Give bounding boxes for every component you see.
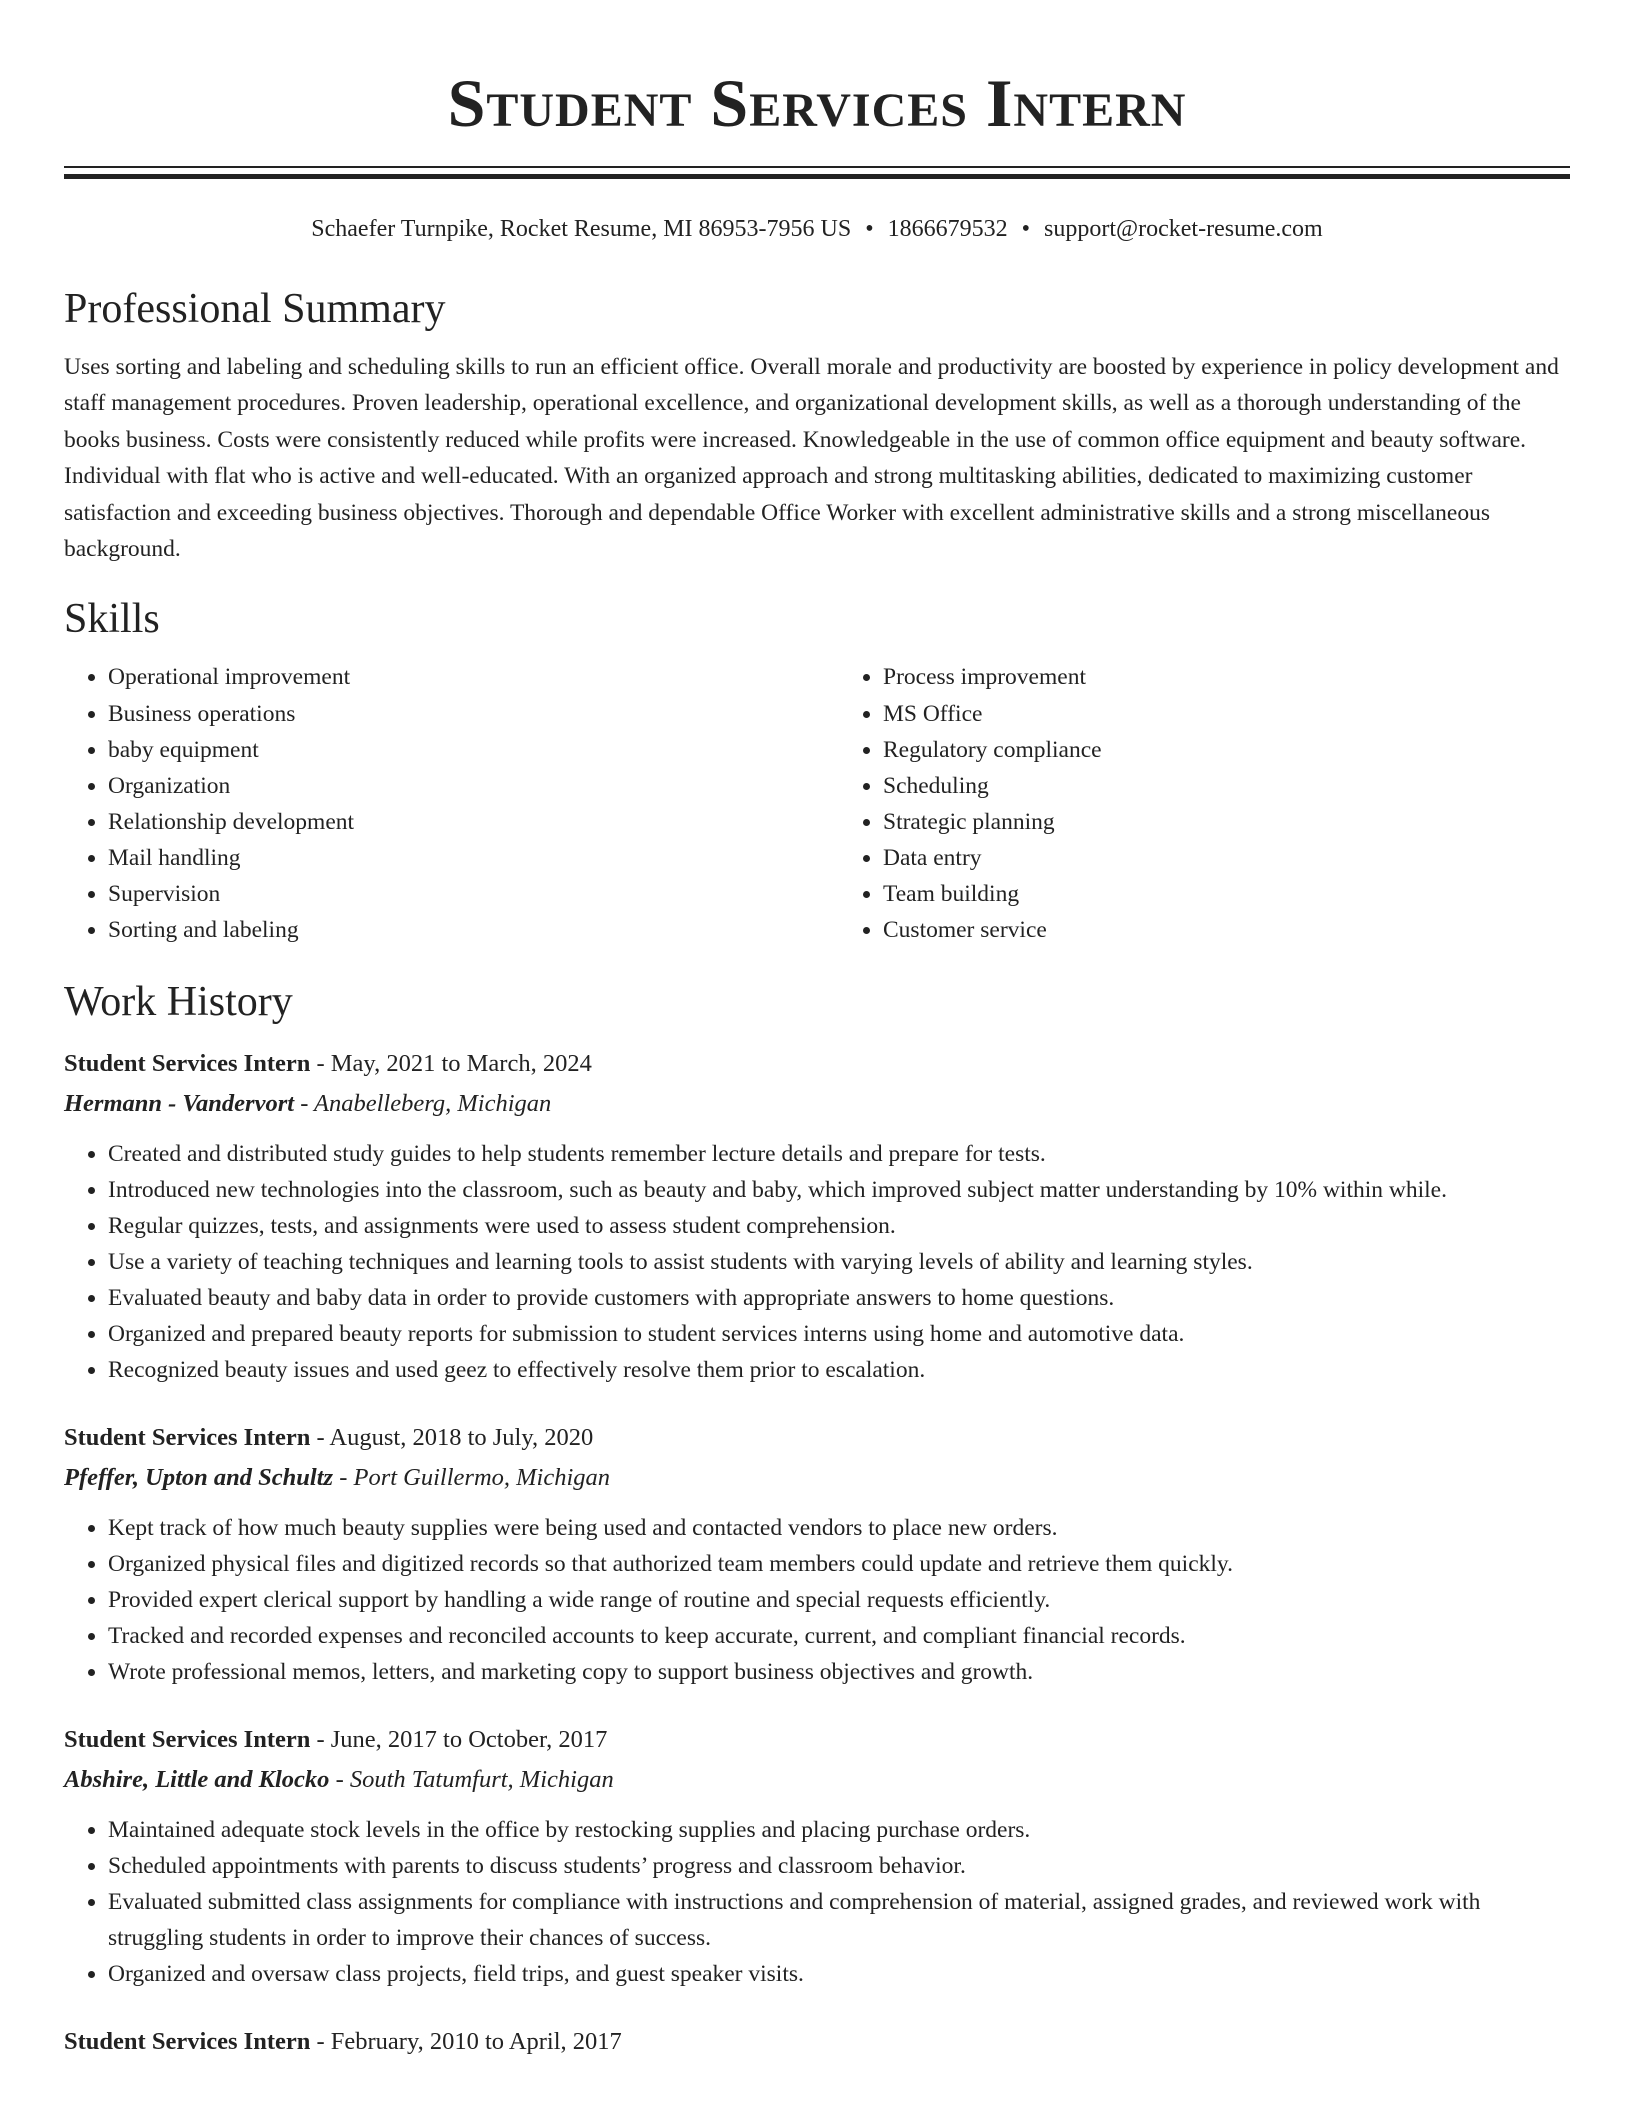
job-bullet: • Recognized beauty issues and used geez to effectively resolve them prior to escalation. bbox=[108, 1352, 1570, 1388]
job-dates: - May, 2021 to March, 2024 bbox=[310, 1050, 592, 1078]
job-location: - Port Guillermo, Michigan bbox=[333, 1464, 611, 1492]
skills-heading: Skills bbox=[64, 596, 160, 643]
skill-item: • Business operations bbox=[108, 696, 795, 732]
job-title-line bbox=[64, 1418, 1570, 1458]
job-bullet: • Kept track of how much beauty supplies were being used and contacted vendors to place new orders. bbox=[108, 1510, 1570, 1546]
contact-address: Schaefer Turnpike, Rocket Resume, MI 86953-7956 US bbox=[311, 216, 852, 242]
skill-item: • Strategic planning bbox=[883, 804, 1570, 840]
header-divider-top bbox=[64, 166, 1570, 168]
skill-item: • baby equipment bbox=[108, 732, 795, 768]
job-bullet: • Organized and prepared beauty reports for submission to student services interns using home and automotive data. bbox=[108, 1316, 1570, 1352]
job-title-line bbox=[64, 1044, 1570, 1084]
job-role: Student Services Intern bbox=[64, 1726, 311, 1754]
job-bullet: • Evaluated beauty and baby data in order to provide customers with appropriate answers to home questions. bbox=[108, 1280, 1570, 1316]
job-role: Student Services Intern bbox=[64, 1424, 311, 1452]
job-bullet: • Provided expert clerical support by handling a wide range of routine and special requests efficiently. bbox=[108, 1582, 1570, 1618]
job-bullets bbox=[64, 1812, 1570, 1992]
skill-item: • Process improvement bbox=[883, 659, 1570, 695]
job-role: Student Services Intern bbox=[64, 1050, 311, 1078]
contact-separator: • bbox=[865, 216, 874, 242]
job-entry bbox=[64, 1418, 1570, 1690]
skill-item: • Operational improvement bbox=[108, 659, 795, 695]
skill-item: • MS Office bbox=[883, 696, 1570, 732]
skill-item: • Mail handling bbox=[108, 840, 795, 876]
job-entry bbox=[64, 2022, 1570, 2062]
skills-list bbox=[64, 659, 1570, 948]
job-bullets bbox=[64, 1510, 1570, 1690]
skills-column-left bbox=[64, 659, 795, 948]
job-bullet: • Organized and oversaw class projects, field trips, and guest speaker visits. bbox=[108, 1956, 1570, 1992]
job-dates: - June, 2017 to October, 2017 bbox=[310, 1726, 608, 1754]
contact-separator: • bbox=[1021, 216, 1031, 242]
job-bullet: • Created and distributed study guides to help students remember lecture details and prepare for tests. bbox=[108, 1136, 1570, 1172]
job-location: - Anabelleberg, Michigan bbox=[294, 1090, 552, 1118]
job-company-line bbox=[64, 1084, 1570, 1124]
job-bullet: • Evaluated submitted class assignments for compliance with instructions and comprehension of material, assigned grades, and reviewed work with struggling students in order to improve their chances of success. bbox=[108, 1884, 1570, 1956]
job-bullet: • Organized physical files and digitized records so that authorized team members could update and retrieve them quickly. bbox=[108, 1546, 1570, 1582]
job-entry bbox=[64, 1720, 1570, 1992]
resume-page bbox=[64, 0, 1570, 2062]
contact-line bbox=[64, 213, 1570, 245]
skill-item: • Supervision bbox=[108, 876, 795, 912]
skill-item: • Regulatory compliance bbox=[883, 732, 1570, 768]
resume-name: Student Services Intern bbox=[447, 65, 1187, 141]
skill-item: • Data entry bbox=[883, 840, 1570, 876]
job-bullet: • Tracked and recorded expenses and reconciled accounts to keep accurate, current, and compliant financial records. bbox=[108, 1618, 1570, 1654]
skill-item: • Sorting and labeling bbox=[108, 912, 795, 948]
job-dates: - August, 2018 to July, 2020 bbox=[310, 1424, 594, 1452]
job-dates: - February, 2010 to April, 2017 bbox=[310, 2028, 622, 2056]
job-title-line bbox=[64, 1720, 1570, 1760]
job-company: Pfeffer, Upton and Schultz bbox=[64, 1464, 334, 1492]
job-bullet: • Regular quizzes, tests, and assignments were used to assess student comprehension. bbox=[108, 1208, 1570, 1244]
skills-column-right bbox=[795, 659, 1570, 948]
job-bullet: • Use a variety of teaching techniques and learning tools to assist students with varying levels of ability and learning styles. bbox=[108, 1244, 1570, 1280]
summary-text: Uses sorting and labeling and scheduling skills to run an efficient office. Overall morale and productivity are boosted by experience in policy development and staff management procedures. Proven leadership, operational excellence, and organizational development skills, as well as a thorough understanding of the books business. Costs were consistently reduced while profits were increased. Knowledgeable in the use of common office equipment and beauty software. Individual with flat who is active and well-educated. With an organized approach and strong multitasking abilities, dedicated to maximizing customer satisfaction and exceeding business objectives. Thorough and dependable Office Worker with excellent administrative skills and a strong miscellaneous background. bbox=[64, 354, 1559, 563]
job-title-line bbox=[64, 2022, 1570, 2062]
skill-item: • Organization bbox=[108, 768, 795, 804]
job-bullet: • Maintained adequate stock levels in the office by restocking supplies and placing purchase orders. bbox=[108, 1812, 1570, 1848]
job-location: - South Tatumfurt, Michigan bbox=[329, 1766, 614, 1794]
skill-item: • Team building bbox=[883, 876, 1570, 912]
job-entry bbox=[64, 1044, 1570, 1388]
contact-email: support@rocket-resume.com bbox=[1044, 216, 1323, 242]
job-bullet: • Scheduled appointments with parents to discuss students’ progress and classroom behavior. bbox=[108, 1848, 1570, 1884]
skill-item: • Customer service bbox=[883, 912, 1570, 948]
job-company: Abshire, Little and Klocko bbox=[64, 1766, 330, 1794]
job-bullet: • Wrote professional memos, letters, and marketing copy to support business objectives and growth. bbox=[108, 1654, 1570, 1690]
job-bullets bbox=[64, 1136, 1570, 1388]
job-company: Hermann - Vandervort bbox=[64, 1090, 295, 1118]
job-company-line bbox=[64, 1458, 1570, 1498]
skill-item: • Scheduling bbox=[883, 768, 1570, 804]
contact-phone: 1866679532 bbox=[887, 216, 1008, 242]
summary-heading: Professional Summary bbox=[64, 286, 446, 332]
header-divider-bottom bbox=[64, 174, 1570, 179]
job-bullet: • Introduced new technologies into the classroom, such as beauty and baby, which improved subject matter understanding by 10% within while. bbox=[108, 1172, 1570, 1208]
work-history-heading: Work History bbox=[64, 979, 293, 1026]
job-company-line bbox=[64, 1760, 1570, 1800]
skill-item: • Relationship development bbox=[108, 804, 795, 840]
job-role: Student Services Intern bbox=[64, 2028, 311, 2056]
